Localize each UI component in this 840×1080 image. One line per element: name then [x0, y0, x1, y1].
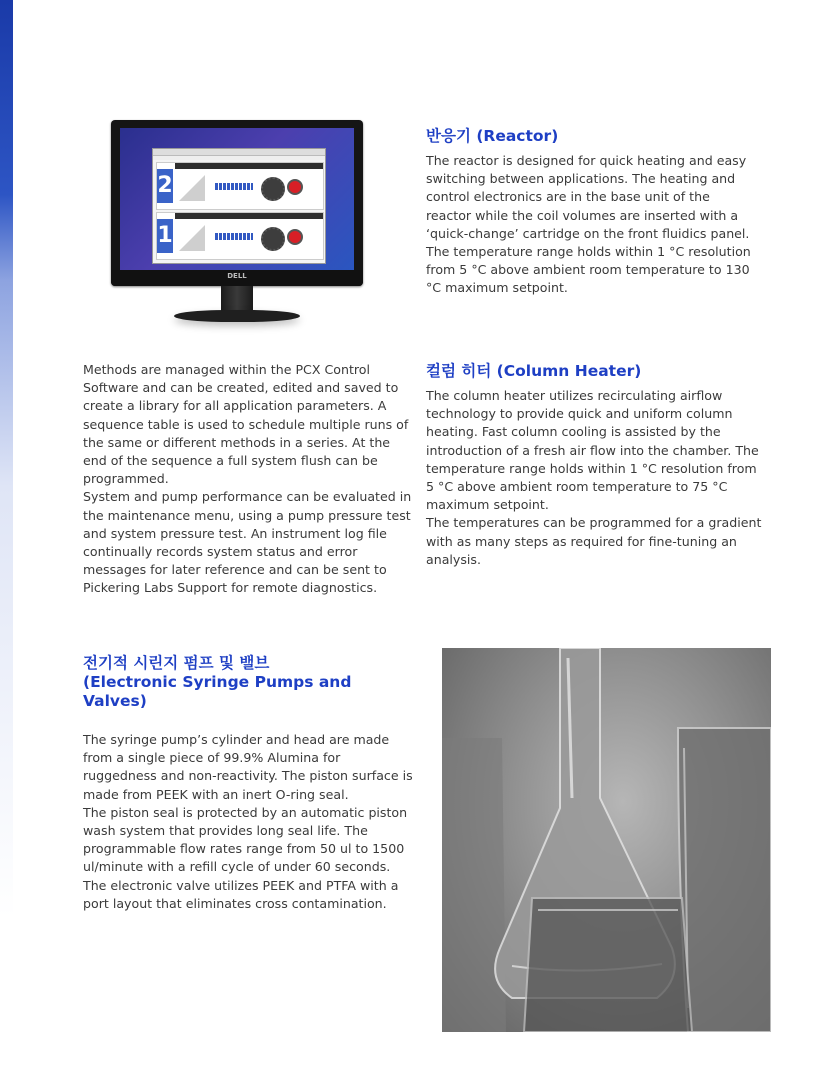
flow-gauge-icon [215, 233, 253, 240]
beaker-right-shape [678, 728, 771, 1032]
channel-row [156, 212, 324, 260]
reactor-body: The reactor is designed for quick heating and easy switching between applications. The heating and control electronics are in the base unit of the reactor while the coil volumes are inserted with a ‘quick-change’ cartridge on the front fluidics panel. The temperature range holds within 1 °C resolution from 5 °C above ambient room temperature to 130 °C maximum setpoint. [426, 153, 751, 296]
monitor-stand-neck [221, 286, 253, 312]
valve-gear-icon [261, 177, 285, 201]
monitor-screen [120, 128, 354, 270]
reactor-section [426, 127, 756, 298]
monitor-image [108, 120, 366, 330]
monitor-brand-logo: DELL [227, 272, 247, 280]
left-edge-band [0, 0, 13, 1080]
methods-body: Methods are managed within the PCX Control Software and can be created, edited and saved to create a library for all application parameters. A sequence table is used to schedule multiple runs of the same or different methods in a series. At the end of the sequence a full system flush can be programmed. System and pump performance can be evaluated in the maintenance menu, using a pump pressure test and system pressure test. An instrument log file continually records system status and error messages for later reference and can be sent to Pickering Labs Support for remote diagnostics. [83, 362, 412, 596]
channel-number: 1 [157, 219, 173, 253]
glassware-illustration [442, 648, 771, 1032]
pumps-section [83, 654, 413, 913]
monitor-stand-foot [174, 310, 300, 322]
channel-row [156, 162, 324, 210]
pumps-heading-korean: 전기적 시린지 펌프 및 밸브 [83, 654, 270, 672]
pumps-body: The syringe pump’s cylinder and head are made from a single piece of 99.9% Alumina for ruggedness and non-reactivity. The piston surface is made from PEEK with an inert O-ring seal. The piston seal is protected by an automatic piston wash system that provides long seal life. The programmable flow rates range from 50 ul to 1500 ul/minute with a refill cycle of under 60 seconds. The electronic valve utilizes PEEK and PTFA with a port layout that eliminates cross contamination. [83, 732, 413, 911]
reactor-dial-icon [287, 229, 303, 245]
reactor-dial-icon [287, 179, 303, 195]
flow-gauge-icon [215, 183, 253, 190]
beaker-front-shape [524, 898, 692, 1032]
channel-number: 2 [157, 169, 173, 203]
column-heater-heading: 컬럼 히터 (Column Heater) [426, 362, 642, 380]
pressure-graph-icon [179, 175, 205, 201]
channel-header-bar [175, 163, 323, 169]
column-heater-body: The column heater utilizes recirculating airflow technology to provide quick and uniform column heating. Fast column cooling is assisted by the introduction of a fresh air flow into the chamber. The temperature range holds within 1 °C resolution from 5 °C above ambient room temperature to 75 °C maximum setpoint. The temperatures can be programmed for a gradient with as many steps as required for fine-tuning an analysis. [426, 388, 762, 567]
pressure-graph-icon [179, 225, 205, 251]
column-heater-section [426, 362, 764, 569]
channel-header-bar [175, 213, 323, 219]
lab-glassware-photo [442, 648, 771, 1032]
beaker-left-shape [442, 738, 506, 1032]
valve-gear-icon [261, 227, 285, 251]
window-titlebar [153, 149, 325, 156]
reactor-heading: 반응기 (Reactor) [426, 127, 559, 145]
window-menubar [153, 156, 325, 160]
monitor-bezel [111, 120, 363, 286]
pcx-software-window [152, 148, 326, 264]
pumps-heading-english: (Electronic Syringe Pumps and Valves) [83, 673, 352, 710]
methods-section [83, 361, 413, 598]
